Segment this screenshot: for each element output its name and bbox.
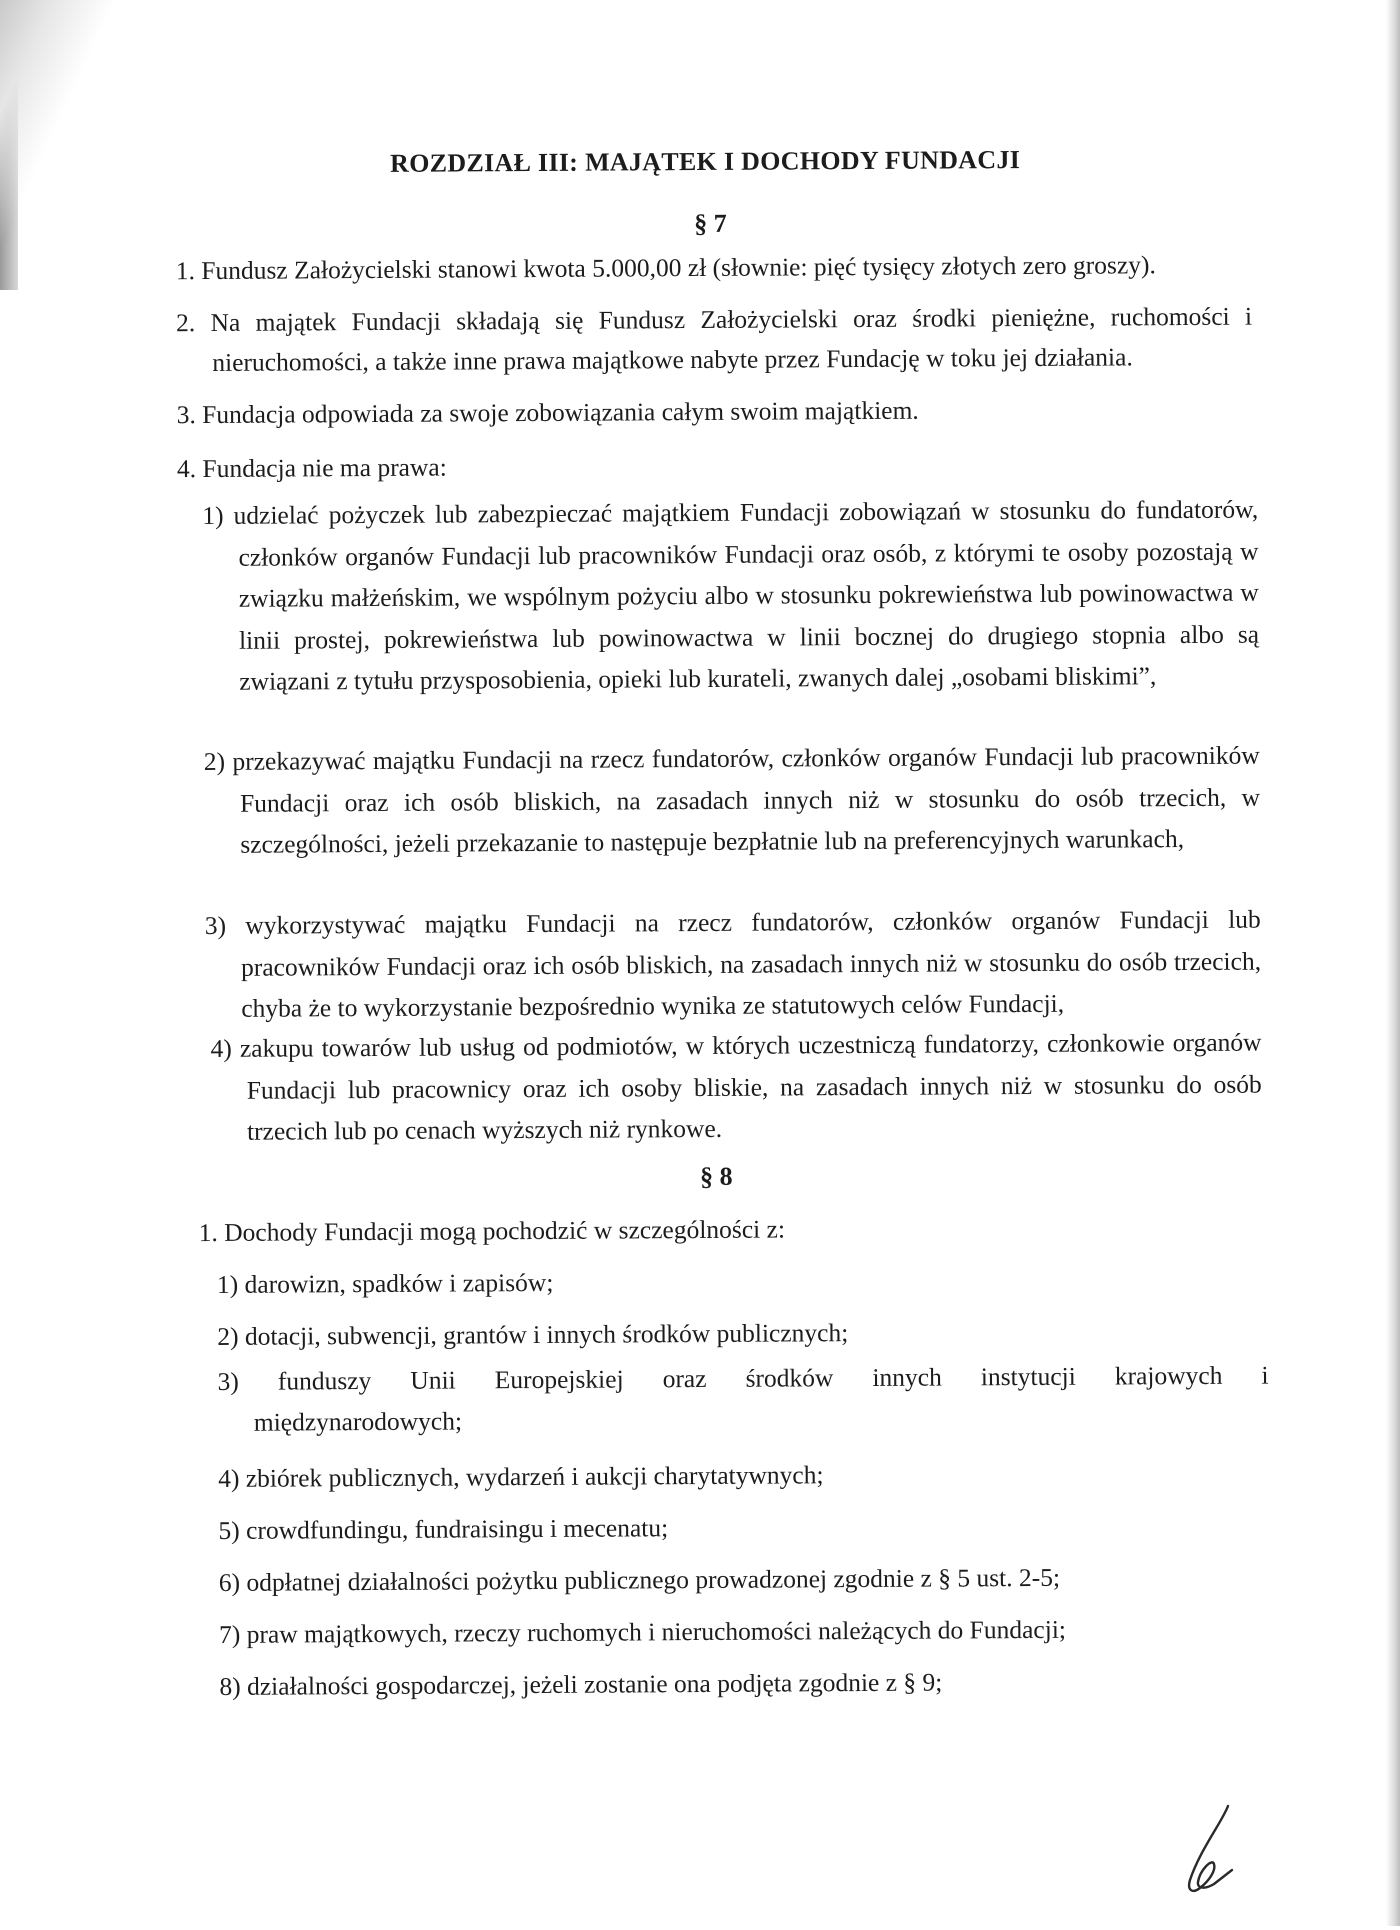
section-7-paragraph-2: 2. Na majątek Fundacji składają się Fundusz Założycielski oraz środki pieniężne, ruchomości i nieruchomości, a także inne prawa majątkowe nabyte przez Fundację w toku jej działania. xyxy=(176,301,1253,377)
income-source-2: 2) dotacji, subwencji, grantów i innych środków publicznych; xyxy=(217,1318,849,1351)
section-7-paragraph-1: 1. Fundusz Założycielski stanowi kwota 5.000,00 zł (słownie: pięć tysięcy złotych zero groszy). xyxy=(175,250,1156,286)
section-7-paragraph-3: 3. Fundacja odpowiada za swoje zobowiązania całym swoim majątkiem. xyxy=(176,395,919,430)
prohibition-item-4: 4) zakupu towarów lub usług od podmiotów, w których uczestniczą fundatorzy, członkowie organów Fundacji lub pracownicy oraz ich osoby bliskie, na zasadach innych niż w stosunku do osób trzecich lub po cenach wyższych niż rynkowe. xyxy=(210,1027,1262,1146)
income-source-3: 3) funduszy Unii Europejskiej oraz środków innych instytucji krajowych i międzynarodowych; xyxy=(217,1360,1269,1437)
handwritten-initial-signature xyxy=(1170,1800,1250,1900)
income-source-5: 5) crowdfundingu, fundraisingu i mecenatu; xyxy=(218,1513,669,1545)
section-7-paragraph-4: 4. Fundacja nie ma prawa: xyxy=(176,452,447,484)
income-source-8: 8) działalności gospodarczej, jeżeli zostanie ona podjęta zgodnie z § 9; xyxy=(219,1667,943,1701)
section-8-sign: § 8 xyxy=(699,1161,733,1192)
income-source-4: 4) zbiórek publicznych, wydarzeń i aukcji charytatywnych; xyxy=(218,1460,824,1493)
income-source-1: 1) darowizn, spadków i zapisów; xyxy=(216,1267,554,1299)
prohibition-item-1: 1) udzielać pożyczek lub zabezpieczać majątkiem Fundacji zobowiązań w stosunku do fundatorów, członków organów Fundacji lub pracowników Fundacji oraz osób, z którymi te osoby pozostają w związku małżeńskim, we wspólnym pożyciu albo w stosunku pokrewieństwa lub powinowactwa w linii prostej, pokrewieństwa lub powinowactwa w linii bocznej do drugiego stopnia albo są związani z tytułu przysposobienia, opieki lub kurateli, zwanych dalej „osobami bliskimi”, xyxy=(202,494,1260,696)
prohibition-item-3: 3) wykorzystywać majątku Fundacji na rzecz fundatorów, członków organów Fundacji lub pracowników Fundacji oraz ich osób bliskich, na zasadach innych niż w stosunku do osób trzecich, chyba że to wykorzystanie bezpośrednio wynika ze statutowych celów Fundacji, xyxy=(204,904,1262,1023)
section-8-paragraph-1: 1. Dochody Fundacji mogą pochodzić w szczególności z: xyxy=(198,1214,786,1248)
section-7-sign: § 7 xyxy=(694,208,727,239)
income-source-6: 6) odpłatnej działalności pożytku publicznego prowadzonej zgodnie z § 5 ust. 2-5; xyxy=(218,1562,1061,1597)
prohibition-item-2: 2) przekazywać majątku Fundacji na rzecz fundatorów, członków organów Fundacji lub pracowników Fundacji oraz ich osób bliskich, na zasadach innych niż w stosunku do osób trzecich, w szczególności, jeżeli przekazanie to następuje bezpłatnie lub na preferencyjnych warunkach, xyxy=(203,740,1261,859)
chapter-title: ROZDZIAŁ III: MAJĄTEK I DOCHODY FUNDACJI xyxy=(390,145,1021,178)
income-source-7: 7) praw majątkowych, rzeczy ruchomych i nieruchomości należących do Fundacji; xyxy=(219,1614,1067,1649)
